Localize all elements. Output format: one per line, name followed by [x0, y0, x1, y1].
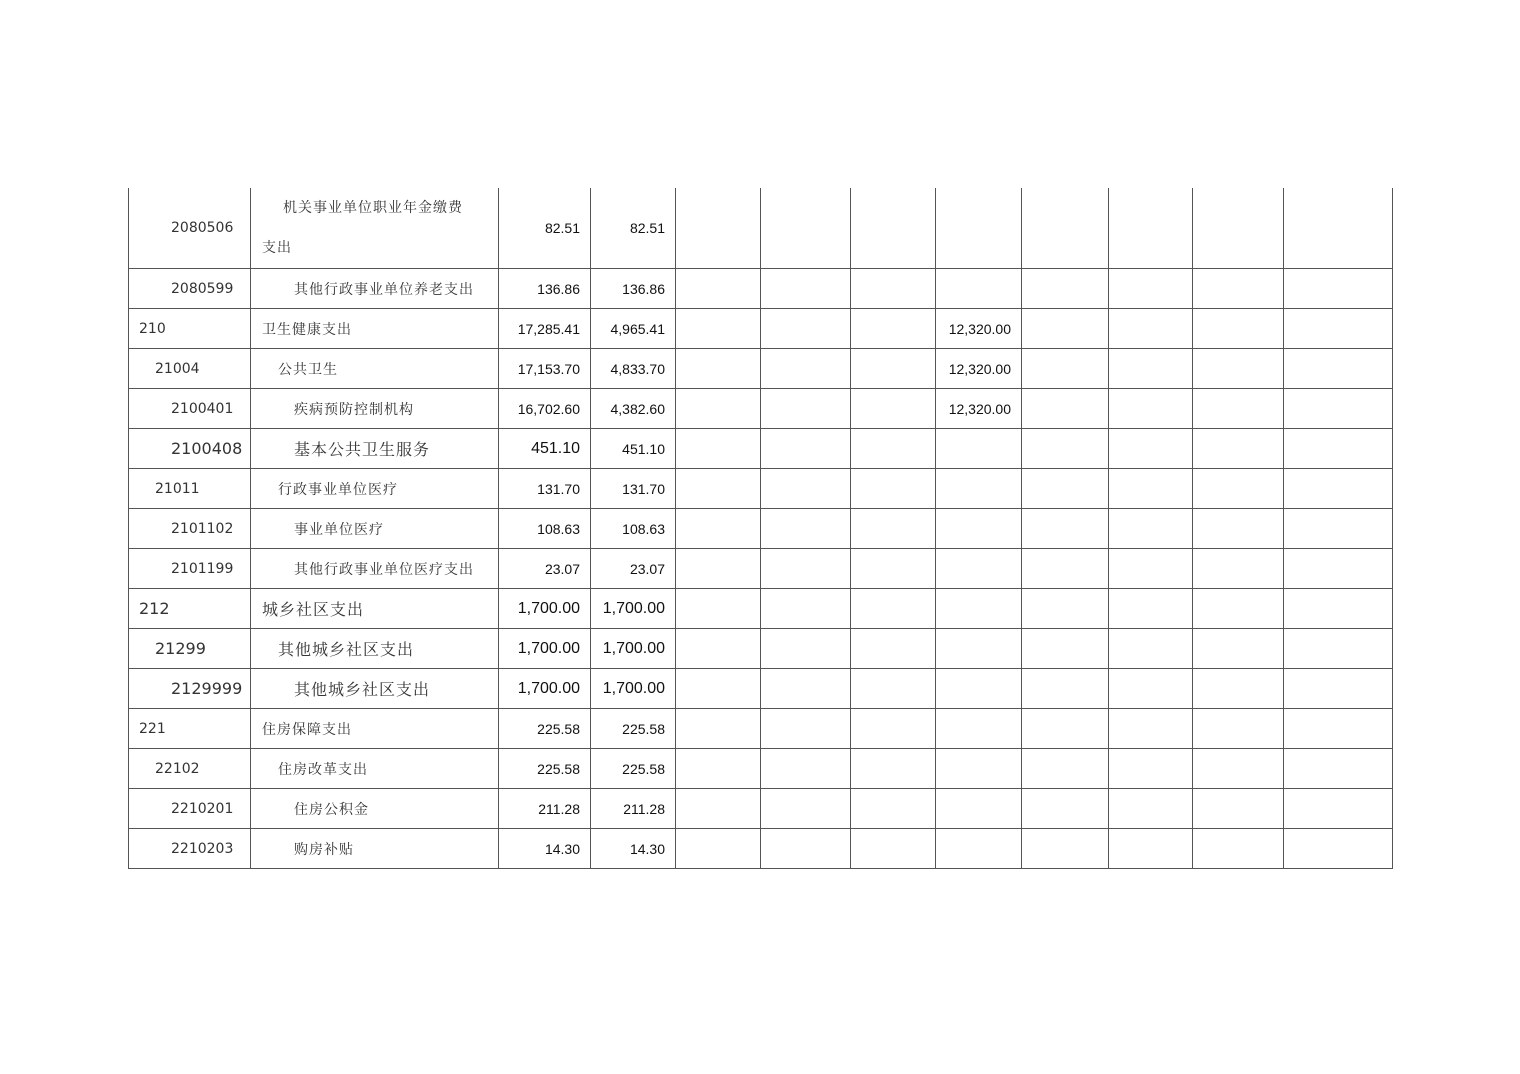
row-code: 2210203 — [129, 829, 251, 869]
row-extra: 12,320.00 — [936, 349, 1022, 389]
row-basic: 1,700.00 — [591, 669, 676, 709]
row-code: 212 — [129, 589, 251, 629]
row-basic: 451.10 — [591, 429, 676, 469]
row-extra — [936, 549, 1022, 589]
row-basic: 108.63 — [591, 509, 676, 549]
table-row — [129, 709, 1393, 749]
row-extra — [936, 589, 1022, 629]
table-row — [129, 669, 1393, 709]
row-extra — [936, 509, 1022, 549]
row-name: 住房公积金 — [251, 789, 499, 829]
row-total: 211.28 — [499, 789, 591, 829]
row-total: 131.70 — [499, 469, 591, 509]
row-code: 21004 — [129, 349, 251, 389]
row-extra — [936, 188, 1022, 269]
table-row — [129, 429, 1393, 469]
row-code: 2101199 — [129, 549, 251, 589]
row-name-line1: 机关事业单位职业年金缴费 — [283, 200, 463, 216]
row-name: 住房保障支出 — [251, 709, 499, 749]
row-total: 225.58 — [499, 749, 591, 789]
row-basic: 82.51 — [591, 188, 676, 269]
row-code: 21299 — [129, 629, 251, 669]
table-row — [129, 789, 1393, 829]
row-basic: 136.86 — [591, 269, 676, 309]
row-basic: 4,382.60 — [591, 389, 676, 429]
row-basic: 225.58 — [591, 749, 676, 789]
table-row — [129, 589, 1393, 629]
row-name: 其他城乡社区支出 — [251, 629, 499, 669]
row-extra — [936, 829, 1022, 869]
row-name: 事业单位医疗 — [251, 509, 499, 549]
row-extra — [936, 709, 1022, 749]
row-basic: 4,965.41 — [591, 309, 676, 349]
row-extra — [936, 629, 1022, 669]
row-code: 2100408 — [129, 429, 251, 469]
row-total: 23.07 — [499, 549, 591, 589]
row-basic: 4,833.70 — [591, 349, 676, 389]
row-name: 住房改革支出 — [251, 749, 499, 789]
table-row — [129, 509, 1393, 549]
row-name: 城乡社区支出 — [251, 589, 499, 629]
row-basic: 1,700.00 — [591, 589, 676, 629]
row-name: 基本公共卫生服务 — [251, 429, 499, 469]
row-basic: 131.70 — [591, 469, 676, 509]
row-basic: 211.28 — [591, 789, 676, 829]
row-name: 公共卫生 — [251, 349, 499, 389]
budget-table — [128, 188, 1393, 869]
row-name: 购房补贴 — [251, 829, 499, 869]
row-extra — [936, 469, 1022, 509]
table-row — [129, 469, 1393, 509]
row-total: 1,700.00 — [499, 629, 591, 669]
table-row — [129, 389, 1393, 429]
row-basic: 1,700.00 — [591, 629, 676, 669]
row-extra — [936, 269, 1022, 309]
row-extra — [936, 749, 1022, 789]
row-total: 17,153.70 — [499, 349, 591, 389]
row-basic: 23.07 — [591, 549, 676, 589]
row-total: 14.30 — [499, 829, 591, 869]
table-row — [129, 749, 1393, 789]
row-basic: 225.58 — [591, 709, 676, 749]
row-basic: 14.30 — [591, 829, 676, 869]
row-code: 2101102 — [129, 509, 251, 549]
row-code: 22102 — [129, 749, 251, 789]
row-name-line2: 支出 — [262, 240, 292, 256]
row-code: 2129999 — [129, 669, 251, 709]
row-name: 其他城乡社区支出 — [251, 669, 499, 709]
row-total: 108.63 — [499, 509, 591, 549]
row-code: 2080599 — [129, 269, 251, 309]
row-extra — [936, 429, 1022, 469]
table-row — [129, 188, 1393, 269]
row-total: 1,700.00 — [499, 669, 591, 709]
table-row — [129, 549, 1393, 589]
row-code: 210 — [129, 309, 251, 349]
row-name: 行政事业单位医疗 — [251, 469, 499, 509]
row-name: 其他行政事业单位养老支出 — [251, 269, 499, 309]
table-row — [129, 629, 1393, 669]
row-total: 16,702.60 — [499, 389, 591, 429]
row-code: 2100401 — [129, 389, 251, 429]
row-total: 17,285.41 — [499, 309, 591, 349]
row-extra — [936, 669, 1022, 709]
row-extra: 12,320.00 — [936, 309, 1022, 349]
row-code: 2080506 — [129, 188, 251, 269]
row-total: 82.51 — [499, 188, 591, 269]
row-name: 其他行政事业单位医疗支出 — [251, 549, 499, 589]
row-name: 疾病预防控制机构 — [251, 389, 499, 429]
table-row — [129, 349, 1393, 389]
row-code: 221 — [129, 709, 251, 749]
row-name: 卫生健康支出 — [251, 309, 499, 349]
row-code: 2210201 — [129, 789, 251, 829]
row-total: 1,700.00 — [499, 589, 591, 629]
row-total: 136.86 — [499, 269, 591, 309]
table-row — [129, 829, 1393, 869]
row-name — [251, 188, 499, 269]
table-row — [129, 269, 1393, 309]
row-extra: 12,320.00 — [936, 389, 1022, 429]
row-total: 225.58 — [499, 709, 591, 749]
row-total: 451.10 — [499, 429, 591, 469]
row-code: 21011 — [129, 469, 251, 509]
table-row — [129, 309, 1393, 349]
row-extra — [936, 789, 1022, 829]
